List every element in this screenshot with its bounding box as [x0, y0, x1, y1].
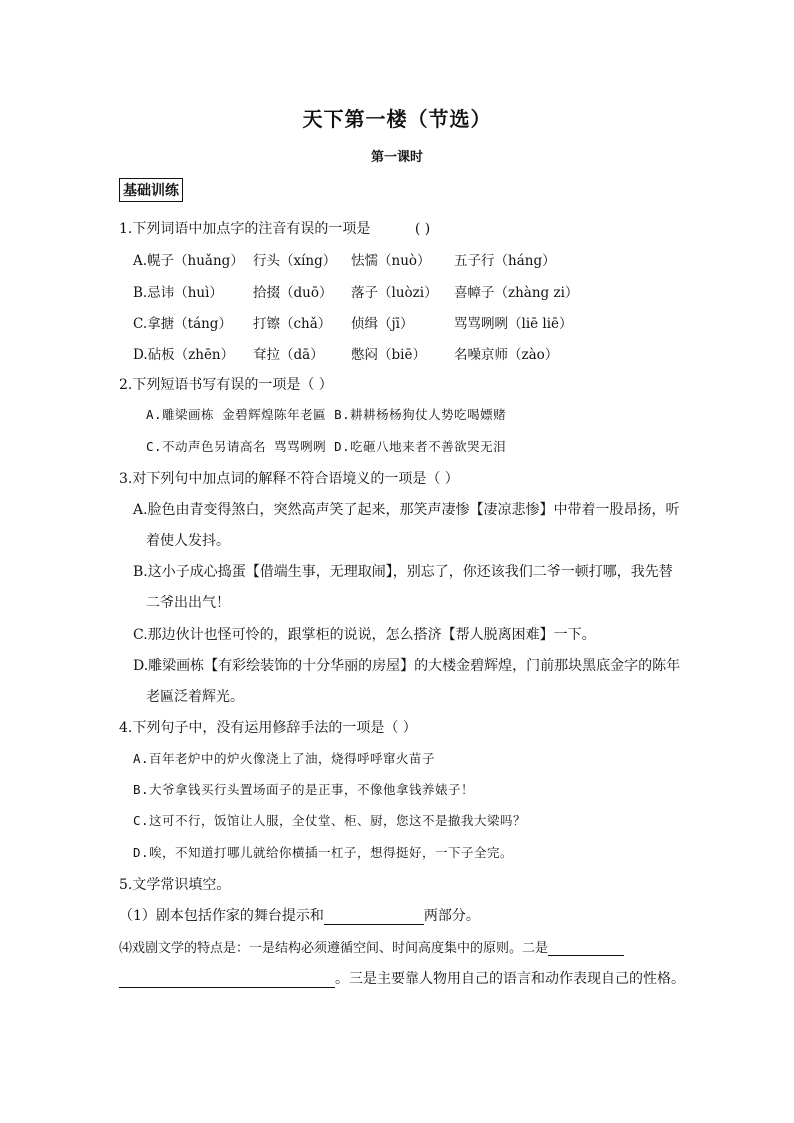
q1-a-word-2: 行头（xíng）	[253, 253, 337, 269]
q3-option-b-line-2: 二爷出出气！	[146, 595, 230, 611]
q5-part-4-blank-b[interactable]	[119, 972, 335, 988]
q1-b-word-3: 落子（luòzi）	[351, 285, 438, 301]
q3-option-d-line-2: 老匾泛着辉光。	[146, 689, 244, 705]
q1-b-word-2: 拾掇（duō）	[253, 285, 333, 301]
q2-stem: 2.下列短语书写有误的一项是（ ）	[119, 377, 333, 393]
page-title: 天下第一楼（节选）	[302, 107, 492, 131]
q5-part-4-line-2	[119, 968, 685, 988]
q4-option-b: B.大爷拿钱买行头置场面子的是正事，不像他拿钱养婊子！	[133, 782, 475, 797]
q3-option-a-line-1: A.脸色由青变得煞白，突然高声笑了起来，那笑声凄惨【凄凉悲惨】中带着一股昂扬，听	[133, 502, 680, 518]
q5-part-1-suffix: 两部分。	[423, 908, 480, 924]
q1-d-word-4: 名噪京师（zào）	[454, 347, 559, 363]
q2-options-line-1: A.雕梁画栋 金碧辉煌陈年老匾 B.耕耕杨杨狗仗人势吃喝嫖赌	[146, 407, 507, 422]
q1-c-word-1: C.拿搪（táng）	[133, 316, 232, 332]
q5-part-4-suffix: 。三是主要靠人物用自己的语言和动作表现自己的性格。	[335, 971, 685, 987]
q5-part-1-text: （1）剧本包括作家的舞台提示和	[119, 908, 324, 924]
q1-b-word-1: B.忌讳（huì）	[133, 285, 223, 301]
q5-part-1-blank[interactable]	[324, 909, 424, 925]
q3-option-c: C.那边伙计也怪可怜的，跟掌柜的说说，怎么搭济【帮人脱离困难】一下。	[133, 627, 596, 643]
q1-stem	[119, 218, 430, 238]
q1-c-word-3: 侦缉（jī）	[351, 316, 414, 332]
q2-options-line-2: C.不动声色另请高名 骂骂咧咧 D.吃砸八地来者不善欲哭无泪	[146, 439, 507, 454]
q3-stem: 3.对下列句中加点词的解释不符合语境义的一项是（ ）	[119, 471, 459, 487]
q1-answer-paren: ( )	[414, 221, 431, 237]
q1-c-word-4: 骂骂咧咧（liē liē）	[454, 316, 573, 332]
q1-a-word-4: 五子行（háng）	[454, 253, 556, 269]
q5-part-1	[119, 905, 480, 925]
q5-part-4-text: ⑷戏剧文学的特点是：一是结构必须遵循空间、时间高度集中的原则。二是	[119, 941, 549, 956]
section-heading: 基础训练	[119, 178, 183, 202]
q1-stem-text: 1.下列词语中加点字的注音有误的一项是	[119, 221, 371, 237]
q1-a-word-1: A.幌子（huǎng）	[133, 253, 244, 269]
q5-stem: 5.文学常识填空。	[119, 877, 231, 893]
q1-b-word-4: 喜幛子（zhàng zi）	[454, 285, 579, 301]
q3-option-d-line-1: D.雕梁画栋【有彩绘装饰的十分华丽的房屋】的大楼金碧辉煌，门前那块黑底金字的陈年	[133, 658, 681, 674]
q1-c-word-2: 打镲（chǎ）	[253, 316, 332, 332]
q4-option-c: C.这可不行，饭馆让人服，全仗堂、柜、厨，您这不是撤我大梁吗？	[133, 813, 527, 828]
lesson-subtitle: 第一课时	[370, 150, 423, 165]
q1-d-word-1: D.砧板（zhēn）	[133, 347, 235, 363]
q5-part-4-line-1	[119, 937, 624, 956]
q5-part-4-blank-a[interactable]	[548, 940, 624, 956]
q3-option-a-line-2: 着使人发抖。	[146, 533, 230, 549]
q4-option-d: D.唉，不知道打哪儿就给你横插一杠子，想得挺好，一下子全完。	[133, 845, 514, 860]
q4-stem: 4.下列句子中，没有运用修辞手法的一项是（ ）	[119, 720, 417, 736]
q1-d-word-3: 憋闷（biē）	[351, 347, 426, 363]
q1-d-word-2: 耷拉（dā）	[253, 347, 324, 363]
q3-option-b-line-1: B.这小子成心捣蛋【借端生事，无理取闹】，别忘了，你还该我们二爷一顿打哪，我先替	[133, 564, 673, 580]
q1-a-word-3: 怯懦（nuò）	[351, 253, 431, 269]
q4-option-a: A.百年老炉中的炉火像浇上了油，烧得呼呼窜火苗子	[133, 751, 436, 766]
